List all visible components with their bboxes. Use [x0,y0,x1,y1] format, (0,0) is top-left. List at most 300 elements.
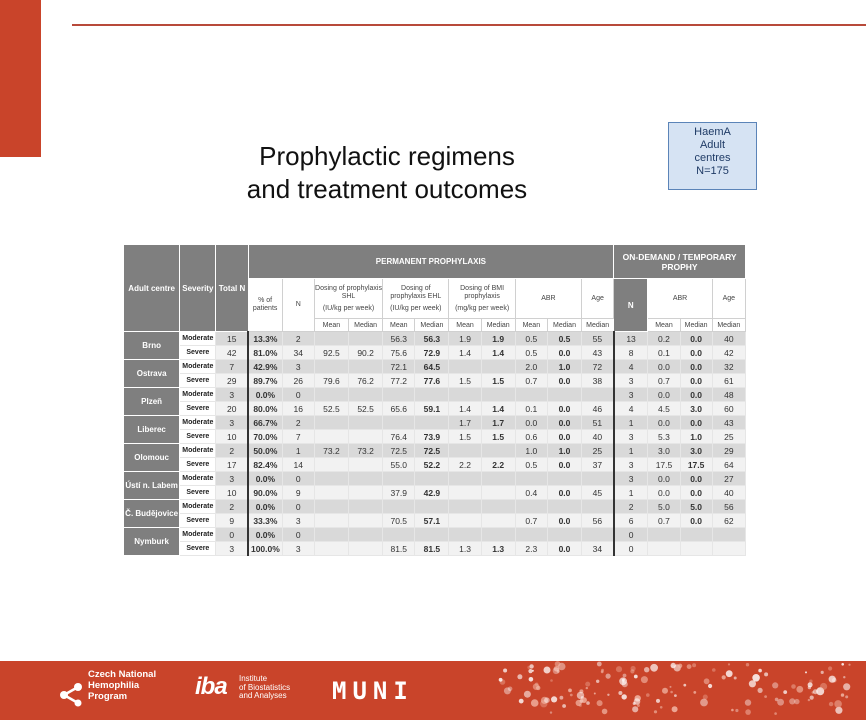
table-cell: 27 [712,472,745,486]
decor-dot [791,684,796,689]
severity-cell: Moderate [180,528,216,542]
table-cell: 72.9 [415,346,449,360]
table-cell: 3 [216,542,248,556]
table-cell [349,514,383,528]
table-row [124,500,746,514]
decor-dot [808,682,813,687]
dosing-shl-unit: (IU/kg per week) [322,304,375,312]
table-cell: 9 [216,514,248,528]
table-cell: 76.4 [383,430,415,444]
decor-dot [671,663,676,668]
table-cell [314,416,348,430]
table-cell: 4 [614,360,648,374]
table-cell: 2 [614,500,648,514]
decor-dot [508,687,513,692]
table-cell [515,528,547,542]
table-cell: 1 [614,444,648,458]
table-cell [449,444,481,458]
table-cell: 70.5 [383,514,415,528]
decor-dot [731,709,734,712]
table-cell: 0.0 [547,486,581,500]
decor-dot [783,690,787,694]
table-cell: 1 [614,486,648,500]
table-cell [481,360,515,374]
col-shl-mean: Mean [314,319,348,332]
header-permanent-prophylaxis: PERMANENT PROPHYLAXIS [248,245,614,279]
table-cell: 2.3 [515,542,547,556]
dosing-bmi-unit: (mg/kg per week) [455,304,510,312]
table-cell: 1.3 [481,542,515,556]
dosing-ehl-label: Dosing of prophylaxis EHL [390,284,442,300]
table-cell: 42 [712,346,745,360]
table-cell [449,528,481,542]
table-cell [547,388,581,402]
table-cell: 0.7 [515,374,547,388]
table-cell: 33.3% [248,514,282,528]
table-cell [314,388,348,402]
table-cell: 7 [216,360,248,374]
table-cell: 4 [614,402,648,416]
table-cell: 90.2 [349,346,383,360]
cnhp-line: Czech National [88,669,157,680]
table-cell: 20 [216,402,248,416]
slide-title [200,140,574,206]
decor-dot [672,706,678,712]
dot-pattern-decoration [490,661,866,720]
table-cell: 34 [582,542,614,556]
table-cell [314,528,348,542]
decor-dot [585,682,590,687]
table-cell: 77.2 [383,374,415,388]
col-ondemand-abr: ABR [648,279,712,319]
severity-cell: Severe [180,430,216,444]
table-cell: 1.5 [449,430,481,444]
decor-dot [678,664,682,668]
table-row [124,430,746,444]
centre-cell: Brno [124,332,180,360]
table-cell: 3 [614,374,648,388]
decor-dot [544,667,551,674]
col-od-abr-median: Median [680,319,712,332]
decor-dot [704,678,710,684]
decor-dot [644,667,649,672]
table-cell: 3 [282,542,314,556]
title-line-2: and treatment outcomes [246,174,528,204]
table-cell: 56 [712,500,745,514]
table-cell: 26 [282,374,314,388]
table-cell: 64 [712,458,745,472]
table-cell: 81.5 [383,542,415,556]
decor-dot [550,679,553,682]
decor-dot [670,691,673,694]
table-cell: 3.0 [680,444,712,458]
table-cell [314,430,348,444]
table-cell: 37 [582,458,614,472]
severity-cell: Severe [180,374,216,388]
table-row [124,486,746,500]
decor-dot [618,691,622,695]
table-row [124,346,746,360]
table-cell: 2 [216,500,248,514]
decor-dot [829,676,836,683]
table-cell: 89.7% [248,374,282,388]
table-cell [415,416,449,430]
table-cell [481,388,515,402]
table-cell: 1.9 [449,332,481,346]
table-cell [349,388,383,402]
table-cell: 0.0% [248,500,282,514]
decor-dot [503,669,507,673]
table-cell: 9 [282,486,314,500]
table-cell: 0.0 [648,360,680,374]
decor-dot [656,699,660,703]
table-row [124,416,746,430]
col-ondemand-age: Age [712,279,745,319]
decor-dot [517,674,522,679]
table-cell [349,430,383,444]
table-cell: 0.0 [547,458,581,472]
decor-dot [829,702,833,706]
table-cell: 64.5 [415,360,449,374]
table-cell: 1.4 [449,402,481,416]
decor-dot [809,680,812,683]
table-cell: 29 [712,444,745,458]
table-cell: 1.3 [449,542,481,556]
col-age-median: Median [582,319,614,332]
table-cell [383,472,415,486]
table-cell: 50.0% [248,444,282,458]
table-row [124,458,746,472]
decor-dot [728,663,730,665]
severity-cell: Moderate [180,388,216,402]
dosing-shl-label: Dosing of prophylaxis SHL [315,284,382,300]
table-cell: 43 [582,346,614,360]
col-abr-mean: Mean [515,319,547,332]
decor-dot [843,683,850,690]
table-cell: 8 [614,346,648,360]
centre-cell: Plzeň [124,388,180,416]
severity-cell: Severe [180,542,216,556]
decor-dot [529,677,534,682]
decor-dot [632,706,638,712]
table-cell: 73.2 [349,444,383,458]
table-cell: 72.5 [383,444,415,458]
table-cell [449,472,481,486]
table-cell: 0.0 [680,472,712,486]
decor-dot [527,666,530,669]
table-cell: 0 [614,542,648,556]
table-cell [314,472,348,486]
table-cell [314,514,348,528]
table-cell: 37.9 [383,486,415,500]
decor-dot [551,696,557,702]
table-cell: 45 [582,486,614,500]
table-cell: 1.7 [481,416,515,430]
decor-dot [670,686,672,688]
table-cell [349,416,383,430]
table-cell: 100.0% [248,542,282,556]
iba-logo [195,673,291,701]
table-cell [349,360,383,374]
table-cell: 0.5 [515,458,547,472]
info-box-line: HaemA [694,126,731,138]
table-cell: 3 [614,430,648,444]
table-cell: 1.0 [547,444,581,458]
col-severity: Severity [180,245,216,332]
decor-dot [700,699,708,707]
table-cell: 1.4 [481,346,515,360]
table-cell [481,500,515,514]
table-cell: 0.7 [648,374,680,388]
table-cell: 0 [282,528,314,542]
table-cell: 15 [216,332,248,346]
dosing-bmi-label: Dosing of BMI prophylaxis [460,284,505,300]
table-cell [415,472,449,486]
table-cell: 25 [712,430,745,444]
table-cell: 0.5 [515,346,547,360]
info-box-line: N=175 [696,165,729,177]
table-cell: 5.0 [648,500,680,514]
decor-dot [683,684,686,687]
table-cell [481,444,515,458]
table-row [124,472,746,486]
table-cell: 81.5 [415,542,449,556]
decor-dot [623,674,627,678]
table-cell [547,528,581,542]
decor-dot [532,670,534,672]
table-cell: 82.4% [248,458,282,472]
decor-dot [745,709,751,715]
outcomes-table-wrap [123,244,746,556]
table-cell: 55 [582,332,614,346]
table-cell: 2.0 [515,360,547,374]
table-cell: 51 [582,416,614,430]
table-cell [547,472,581,486]
decor-dot [764,695,767,698]
severity-cell: Moderate [180,332,216,346]
table-cell: 0.0 [680,514,712,528]
table-cell: 52.5 [349,402,383,416]
table-cell: 0 [614,528,648,542]
severity-cell: Moderate [180,500,216,514]
col-ondemand-n: N [614,279,648,332]
table-cell [449,514,481,528]
table-cell: 76.2 [349,374,383,388]
col-age: Age [582,279,614,319]
centre-cell: Ostrava [124,360,180,388]
table-cell [383,528,415,542]
table-cell: 2 [216,444,248,458]
table-cell: 5.0 [680,500,712,514]
decor-dot [531,699,539,707]
table-cell [349,472,383,486]
table-cell: 0 [282,388,314,402]
table-cell: 0.0 [680,388,712,402]
table-cell: 56.3 [383,332,415,346]
table-cell: 52.5 [314,402,348,416]
table-cell: 0.0 [547,542,581,556]
table-cell: 25 [582,444,614,458]
table-cell: 7 [282,430,314,444]
table-cell [415,500,449,514]
table-cell: 92.5 [314,346,348,360]
table-cell: 3 [614,472,648,486]
decor-dot [634,675,638,679]
severity-cell: Severe [180,458,216,472]
table-cell: 60 [712,402,745,416]
decor-dot [687,664,692,669]
table-cell: 3 [216,472,248,486]
table-cell: 55.0 [383,458,415,472]
table-cell: 0.5 [515,332,547,346]
decor-dot [622,694,627,699]
col-dosing-ehl [383,279,449,319]
centre-cell: Olomouc [124,444,180,472]
table-cell [349,458,383,472]
table-cell: 42.9 [415,486,449,500]
decor-dot [774,712,777,715]
table-cell [712,528,745,542]
table-cell: 0.0 [680,346,712,360]
iba-line: and Analyses [239,691,287,700]
table-body [124,332,746,556]
table-cell: 42.9% [248,360,282,374]
table-cell: 0.0 [547,374,581,388]
iba-line: Institute [239,674,268,683]
decor-dot [597,662,602,667]
decor-dot [581,697,587,703]
decor-dot [712,668,716,672]
table-cell: 0.0 [648,416,680,430]
centre-cell: Č. Budějovice [124,500,180,528]
table-cell: 0.0% [248,388,282,402]
decor-dot [810,696,814,700]
table-cell: 3.0 [648,444,680,458]
table-cell: 3 [216,416,248,430]
col-dosing-shl [314,279,382,319]
table-cell: 66.7% [248,416,282,430]
table-cell: 1.5 [481,430,515,444]
table-cell: 72.5 [415,444,449,458]
title-line-1: Prophylactic regimens [259,141,515,171]
table-cell: 73.2 [314,444,348,458]
table-cell: 4.5 [648,402,680,416]
table-cell: 0.0 [680,416,712,430]
table-cell: 3.0 [680,402,712,416]
table-cell: 3 [614,388,648,402]
decor-dot [845,695,848,698]
table-cell: 59.1 [415,402,449,416]
decor-dot [550,711,552,713]
decor-dot [533,683,540,690]
cnhp-line: Hemophilia [88,680,140,691]
table-cell: 1.5 [481,374,515,388]
table-cell: 79.6 [314,374,348,388]
decor-dot [734,677,737,680]
table-cell [481,472,515,486]
table-cell: 1.5 [449,374,481,388]
table-cell: 16 [282,402,314,416]
table-cell: 73.9 [415,430,449,444]
decor-dot [821,671,824,674]
table-cell: 34 [282,346,314,360]
col-adult-centre: Adult centre [124,245,180,332]
table-cell: 17.5 [648,458,680,472]
col-od-age-median: Median [712,319,745,332]
table-cell: 3 [614,458,648,472]
table-cell: 1.7 [449,416,481,430]
table-cell: 32 [712,360,745,374]
decor-dot [693,691,696,694]
table-cell [648,528,680,542]
severity-cell: Severe [180,514,216,528]
corner-accent-bar [0,0,41,157]
table-cell [349,500,383,514]
decor-dot [758,688,763,693]
table-cell: 2.2 [481,458,515,472]
table-cell: 0.0% [248,528,282,542]
col-pct-patients: % of patients [248,279,282,332]
decor-dot [597,700,603,706]
table-cell [383,500,415,514]
decor-dot [586,687,588,689]
table-cell: 48 [712,388,745,402]
table-cell: 40 [712,486,745,500]
table-cell: 0.0 [547,346,581,360]
decor-dot [616,666,622,672]
outcomes-table [123,244,746,556]
table-cell: 29 [216,374,248,388]
dosing-ehl-unit: (IU/kg per week) [390,304,442,312]
decor-dot [843,676,845,678]
decor-dot [808,699,810,701]
table-cell: 2 [282,332,314,346]
table-cell: 0.0% [248,472,282,486]
decor-dot [735,709,738,712]
table-cell: 14 [282,458,314,472]
table-cell: 0.6 [515,430,547,444]
decor-dot [820,683,827,690]
table-cell: 0.0 [680,360,712,374]
table-row [124,374,746,388]
table-cell: 40 [582,430,614,444]
info-box-line: centres [694,152,731,164]
table-cell: 1.9 [481,332,515,346]
decor-dot [637,704,640,707]
table-cell [449,388,481,402]
col-abr-median: Median [547,319,581,332]
table-cell [449,360,481,374]
iba-line: of Biostatistics [239,682,291,692]
table-cell: 0.0 [547,416,581,430]
table-cell: 0.5 [547,332,581,346]
table-cell: 1.4 [449,346,481,360]
table-cell [349,542,383,556]
severity-cell: Moderate [180,416,216,430]
decor-dot [726,670,733,677]
table-cell: 0 [282,472,314,486]
decor-dot [777,699,784,706]
header-ondemand-prophylaxis: ON-DEMAND / TEMPORARY PROPHY [614,245,746,279]
col-dosing-bmi [449,279,515,319]
decor-dot [772,682,778,688]
col-bmi-median: Median [481,319,515,332]
table-cell: 1.0 [547,360,581,374]
table-cell: 0 [216,528,248,542]
table-cell: 42 [216,346,248,360]
decor-dot [555,661,561,667]
decor-dot [544,697,550,703]
